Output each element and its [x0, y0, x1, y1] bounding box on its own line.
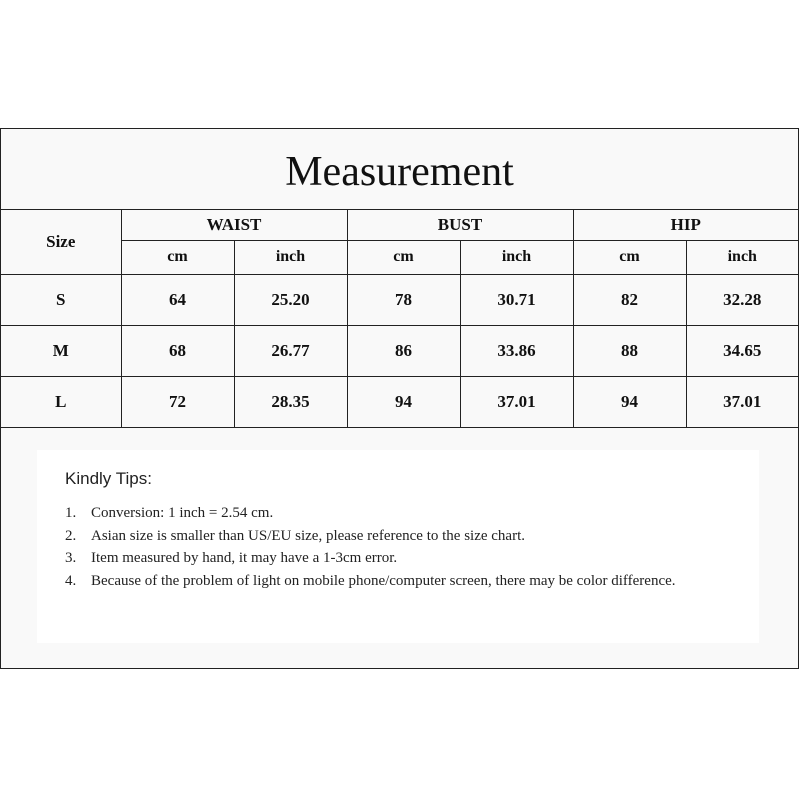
- tip-number: 1.: [65, 505, 77, 521]
- table-cell: 68: [121, 325, 234, 376]
- measurement-chart: [0, 128, 799, 669]
- table-row: [1, 376, 798, 427]
- tip-text: Conversion: 1 inch = 2.54 cm.: [91, 505, 274, 521]
- table-cell: 25.20: [234, 274, 347, 325]
- table-row: [1, 325, 798, 376]
- table-cell: 37.01: [686, 376, 798, 427]
- unit-header: cm: [573, 240, 686, 274]
- table-cell: 30.71: [460, 274, 573, 325]
- tips-list: [65, 502, 745, 592]
- title-row: [1, 129, 798, 210]
- group-header-hip: HIP: [573, 210, 798, 240]
- table-cell: 88: [573, 325, 686, 376]
- table-cell: 28.35: [234, 376, 347, 427]
- size-label: L: [1, 376, 121, 427]
- header-row-units: [1, 240, 798, 274]
- tip-item: [65, 525, 745, 548]
- tip-item: [65, 570, 745, 593]
- unit-header: cm: [347, 240, 460, 274]
- unit-header: cm: [121, 240, 234, 274]
- table-cell: 26.77: [234, 325, 347, 376]
- unit-header: inch: [686, 240, 798, 274]
- tip-text: Item measured by hand, it may have a 1-3cm error.: [91, 550, 398, 567]
- table-cell: 94: [573, 376, 686, 427]
- table-cell: 94: [347, 376, 460, 427]
- size-label: S: [1, 274, 121, 325]
- header-row-groups: [1, 210, 798, 240]
- table-cell: 32.28: [686, 274, 798, 325]
- tip-number: 4.: [65, 572, 77, 589]
- table-row: [1, 274, 798, 325]
- table-cell: 34.65: [686, 325, 798, 376]
- tip-text: Asian size is smaller than US/EU size, please reference to the size chart.: [91, 527, 525, 544]
- table-cell: 78: [347, 274, 460, 325]
- unit-header: inch: [234, 240, 347, 274]
- size-label: M: [1, 325, 121, 376]
- tips-heading: Kindly Tips:: [65, 469, 152, 488]
- page-title: Measurement: [285, 149, 514, 195]
- table-cell: 72: [121, 376, 234, 427]
- group-header-bust: BUST: [347, 210, 573, 240]
- tip-number: 2.: [65, 527, 77, 544]
- tips-panel: [37, 450, 759, 643]
- table-cell: 33.86: [460, 325, 573, 376]
- tip-text: Because of the problem of light on mobile phone/computer screen, there may be color difference.: [91, 572, 676, 589]
- size-table: [1, 210, 798, 428]
- tip-number: 3.: [65, 550, 77, 567]
- table-cell: 86: [347, 325, 460, 376]
- group-header-waist: WAIST: [121, 210, 347, 240]
- table-cell: 82: [573, 274, 686, 325]
- tip-item: [65, 502, 745, 525]
- tip-item: [65, 547, 745, 570]
- size-header: Size: [1, 210, 121, 274]
- table-cell: 37.01: [460, 376, 573, 427]
- table-cell: 64: [121, 274, 234, 325]
- unit-header: inch: [460, 240, 573, 274]
